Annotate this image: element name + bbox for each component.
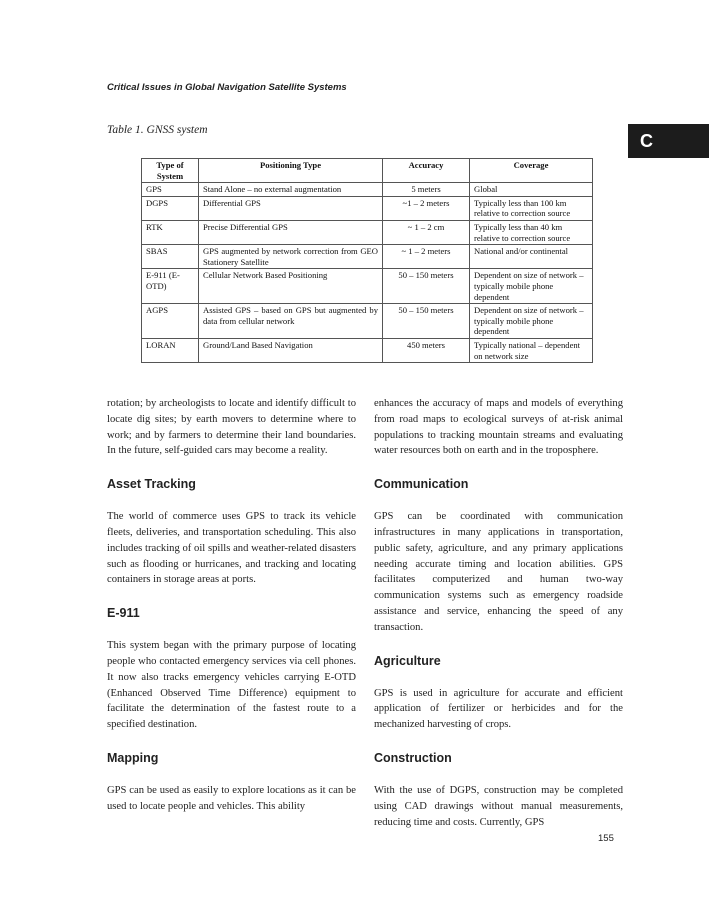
paragraph: rotation; by archeologists to locate and identify difficult to locate dig sites; by earth movers to determine where to work; and by farmers to determine their land boundaries. In the future, self-guided cars may become a reality.: [107, 398, 356, 457]
table-cell: DGPS: [142, 196, 199, 220]
table-cell: AGPS: [142, 304, 199, 339]
left-column: [107, 396, 356, 815]
table-cell: 5 meters: [383, 183, 470, 197]
table-row: [142, 245, 593, 269]
table-cell: ~ 1 – 2 cm: [383, 220, 470, 244]
table-cell: Typically less than 100 km relative to correction source: [470, 196, 593, 220]
paragraph: The world of commerce uses GPS to track its vehicle fleets, deliveries, and transportation scheduling. This also includes tracking of oil spills and weather-related disasters such as flooding or hurricanes, and tracking and locating containers in storage areas at ports.: [107, 511, 356, 586]
table-cell: Precise Differential GPS: [199, 220, 383, 244]
table-cell: Typically national – dependent on network size: [470, 338, 593, 362]
section-heading-construction: Construction: [374, 750, 452, 765]
table-cell: Typically less than 40 km relative to correction source: [470, 220, 593, 244]
paragraph: GPS can be coordinated with communication infrastructures in many applications in transportation, public safety, agriculture, and any primary applications needing accurate timing and location abilities. GPS facilitates computerized and human two-way communication systems such as emergency roadside assistance and service, enhancing the speed of any transaction.: [374, 511, 623, 633]
section-heading-asset-tracking: Asset Tracking: [107, 477, 196, 492]
table-header-row: [142, 159, 593, 183]
table-caption: Table 1. GNSS system: [107, 124, 208, 136]
column-header: Coverage: [470, 159, 593, 183]
column-header: Positioning Type: [199, 159, 383, 183]
table-cell: 50 – 150 meters: [383, 269, 470, 304]
table-cell: GPS: [142, 183, 199, 197]
table-cell: ~1 – 2 meters: [383, 196, 470, 220]
table-row: [142, 220, 593, 244]
paragraph: This system began with the primary purpose of locating people who contacted emergency services via cell phones. It now also tracks emergency vehicles carrying E-OTD (Enhanced Observed Time Difference) equipment to facilitate the determination of the fastest route to a specified destination.: [107, 640, 356, 731]
section-heading-mapping: Mapping: [107, 750, 159, 765]
table-cell: National and/or continental: [470, 245, 593, 269]
right-column: [374, 396, 623, 830]
paragraph: With the use of DGPS, construction may be completed using CAD drawings without manual measurements, reducing time and costs. Currently, GPS: [374, 784, 623, 828]
table-cell: Assisted GPS – based on GPS but augmented by data from cellular network: [199, 304, 383, 339]
table-cell: Dependent on size of network – typically mobile phone dependent: [470, 304, 593, 339]
table-row: [142, 269, 593, 304]
table-cell: Dependent on size of network – typically mobile phone dependent: [470, 269, 593, 304]
table-cell: RTK: [142, 220, 199, 244]
table-cell: SBAS: [142, 245, 199, 269]
page-number: 155: [598, 833, 614, 844]
table-row: [142, 196, 593, 220]
section-heading-agriculture: Agriculture: [374, 653, 441, 668]
table-cell: ~ 1 – 2 meters: [383, 245, 470, 269]
section-heading-communication: Communication: [374, 477, 469, 492]
section-heading-e911: E-911: [107, 606, 140, 621]
running-title: Critical Issues in Global Navigation Satellite Systems: [107, 82, 347, 93]
section-tab-marker: C: [628, 124, 709, 158]
table-cell: Stand Alone – no external augmentation: [199, 183, 383, 197]
table-cell: GPS augmented by network correction from GEO Stationery Satellite: [199, 245, 383, 269]
table-cell: E-911 (E-OTD): [142, 269, 199, 304]
table-row: [142, 183, 593, 197]
table-row: [142, 304, 593, 339]
gnss-table: [141, 158, 593, 363]
table-cell: 50 – 150 meters: [383, 304, 470, 339]
paragraph: enhances the accuracy of maps and models of everything from road maps to ecological surveys of at-risk animal populations to tracking mountain streams and evaluating water resources both on earth and in the troposphere.: [374, 398, 623, 457]
column-header: Accuracy: [383, 159, 470, 183]
table-cell: Global: [470, 183, 593, 197]
paragraph: GPS is used in agriculture for accurate and efficient application of fertilizer or herbicides and for the mechanized harvesting of crops.: [374, 687, 623, 731]
column-header: Type of System: [142, 159, 199, 183]
table-cell: Ground/Land Based Navigation: [199, 338, 383, 362]
table-row: [142, 338, 593, 362]
table-cell: Differential GPS: [199, 196, 383, 220]
table-cell: Cellular Network Based Positioning: [199, 269, 383, 304]
table-cell: 450 meters: [383, 338, 470, 362]
paragraph: GPS can be used as easily to explore locations as it can be used to locate people and vehicles. This ability: [107, 784, 356, 812]
table-cell: LORAN: [142, 338, 199, 362]
